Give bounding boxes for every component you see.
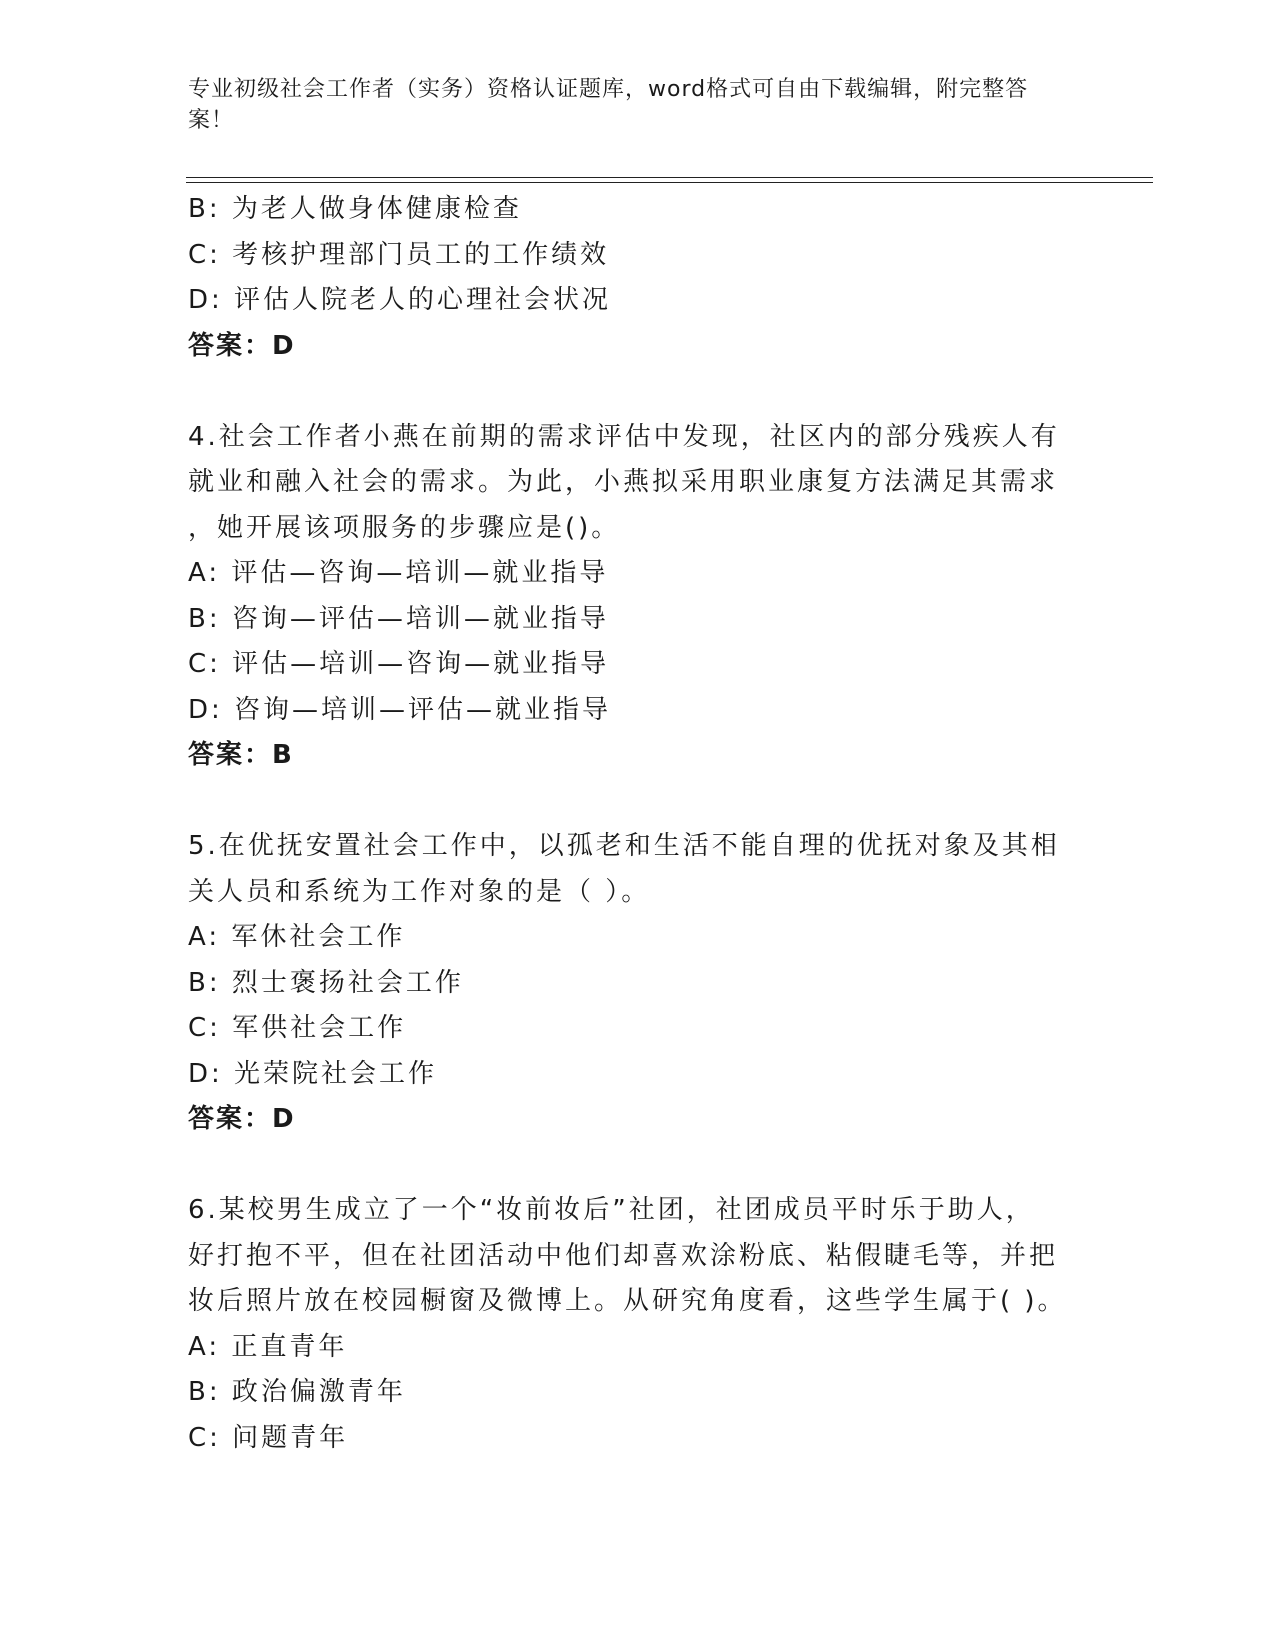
- option-line: B: 政治偏激青年: [188, 1377, 406, 1407]
- option-line: C: 军供社会工作: [188, 1013, 407, 1043]
- option-line: D: 评估人院老人的心理社会状况: [188, 285, 612, 315]
- answer-line: 答案：B: [188, 740, 294, 770]
- spacer: [188, 779, 1088, 825]
- spacer: [188, 1143, 1088, 1189]
- question-stem-line: 妆后照片放在校园橱窗及微博上。从研究角度看，这些学生属于( )。: [188, 1286, 1067, 1316]
- option-line: B: 烈士褒扬社会工作: [188, 967, 464, 998]
- question-stem-line: 关人员和系统为工作对象的是（ ）。: [188, 876, 651, 907]
- spacer: [188, 369, 1088, 415]
- question-block: [188, 824, 1088, 1143]
- header-divider-bottom: [186, 182, 1153, 183]
- question-block: [188, 1188, 1088, 1461]
- question-stem-line: 6.某校男生成立了一个“妆前妆后”社团，社团成员平时乐于助人，: [188, 1195, 1035, 1225]
- option-line: A: 评估—咨询—培训—就业指导: [188, 558, 609, 588]
- question-content: [188, 187, 1088, 1461]
- answer-line: 答案：D: [188, 330, 296, 361]
- option-line: C: 考核护理部门员工的工作绩效: [188, 239, 610, 270]
- question-stem-line: 5.在优抚安置社会工作中，以孤老和生活不能自理的优抚对象及其相: [188, 831, 1060, 861]
- option-line: D: 咨询—培训—评估—就业指导: [188, 694, 612, 725]
- header-divider-top: [186, 177, 1153, 178]
- option-line: B: 为老人做身体健康检查: [188, 194, 522, 224]
- question-block: [188, 415, 1088, 779]
- option-line: C: 评估—培训—咨询—就业指导: [188, 649, 610, 679]
- answer-line: 答案：D: [188, 1104, 296, 1134]
- question-stem-line: ，她开展该项服务的步骤应是()。: [188, 512, 621, 543]
- option-line: D: 光荣院社会工作: [188, 1058, 438, 1089]
- question-stem-line: 好打抱不平，但在社团活动中他们却喜欢涂粉底、粘假睫毛等，并把: [188, 1240, 1059, 1271]
- option-line: A: 正直青年: [188, 1331, 348, 1362]
- option-line: C: 问题青年: [188, 1422, 349, 1453]
- option-line: B: 咨询—评估—培训—就业指导: [188, 603, 609, 634]
- option-line: A: 军休社会工作: [188, 922, 406, 952]
- question-stem-line: 就业和融入社会的需求。为此，小燕拟采用职业康复方法满足其需求: [188, 467, 1059, 497]
- document-header: 专业初级社会工作者（实务）资格认证题库，word格式可自由下载编辑，附完整答案！: [188, 77, 1029, 133]
- question-stem-line: 4.社会工作者小燕在前期的需求评估中发现，社区内的部分残疾人有: [188, 421, 1060, 452]
